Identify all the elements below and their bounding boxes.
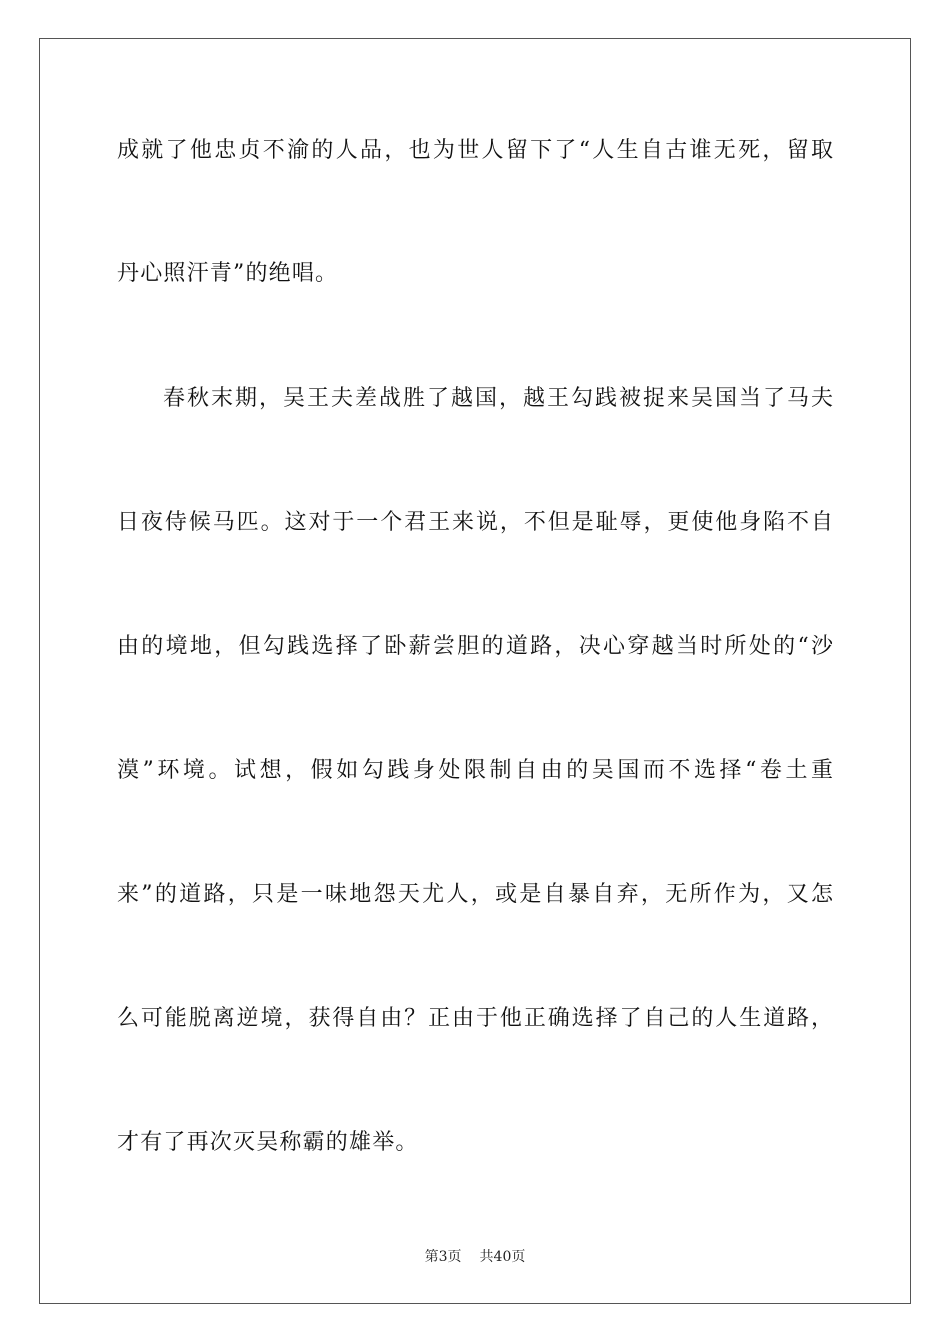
text-line-9: 才有了再次灭吴称霸的雄举。 [117, 1130, 419, 1155]
text-line-4: 日夜侍候马匹。这对于一个君王来说，不但是耻辱，更使他身陷不自 [117, 510, 833, 535]
page-border [39, 38, 911, 1304]
page-total: 共40页 [479, 1249, 526, 1265]
text-line-7: 来”的道路，只是一味地怨天尤人，或是自暴自弃，无所作为，又怎 [117, 882, 833, 907]
text-line-2: 丹心照汗青”的绝唱。 [117, 261, 339, 286]
text-line-5: 由的境地，但勾践选择了卧薪尝胆的道路，决心穿越当时所处的“沙 [117, 634, 833, 659]
text-line-3: 春秋末期，吴王夫差战胜了越国，越王勾践被捉来吴国当了马夫 [163, 386, 833, 411]
text-line-1: 成就了他忠贞不渝的人品，也为世人留下了“人生自古谁无死，留取 [117, 138, 833, 163]
text-line-6: 漠”环境。试想，假如勾践身处限制自由的吴国而不选择“卷土重 [117, 758, 833, 783]
page-number: 第3页 [424, 1249, 462, 1265]
page-footer [0, 1247, 950, 1267]
text-line-8: 么可能脱离逆境，获得自由？正由于他正确选择了自己的人生道路， [117, 1006, 833, 1031]
